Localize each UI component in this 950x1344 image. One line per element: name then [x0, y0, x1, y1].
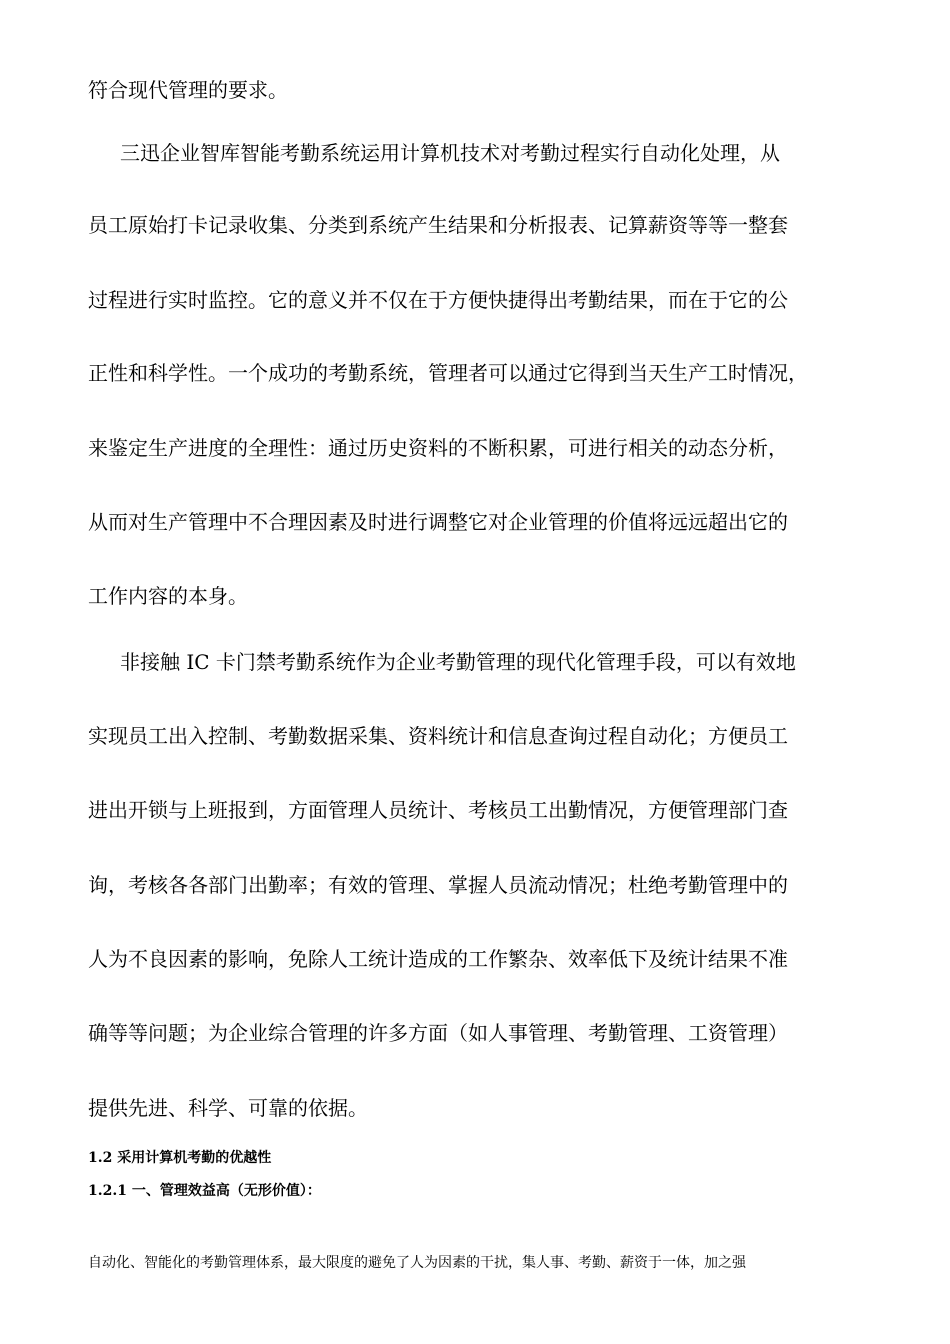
paragraph-line: 从而对生产管理中不合理因素及时进行调整它对企业管理的价值将远远超出它的: [88, 510, 788, 534]
paragraph-line: 正性和科学性。一个成功的考勤系统，管理者可以通过它得到当天生产工时情况，: [88, 361, 808, 385]
paragraph-line: 员工原始打卡记录收集、分类到系统产生结果和分析报表、记算薪资等等一整套: [88, 213, 788, 237]
paragraph-line: 询，考核各各部门出勤率；有效的管理、掌握人员流动情况；杜绝考勤管理中的: [88, 873, 788, 897]
paragraph-line: 来鉴定生产进度的全理性：通过历史资料的不断积累，可进行相关的动态分析，: [88, 436, 788, 460]
section-heading: 1.2 采用计算机考勤的优越性: [88, 1150, 272, 1166]
paragraph-line: 自动化、智能化的考勤管理体系，最大限度的避免了人为因素的干扰，集人事、考勤、薪资于一体，加之强: [88, 1255, 746, 1271]
subsection-heading: 1.2.1 一、管理效益高（无形价值）：: [88, 1183, 321, 1199]
paragraph-line: 人为不良因素的影响，免除人工统计造成的工作繁杂、效率低下及统计结果不准: [88, 947, 788, 971]
paragraph-line: 过程进行实时监控。它的意义并不仅在于方便快捷得出考勤结果，而在于它的公: [88, 288, 788, 312]
paragraph-line: 非接触 IC 卡门禁考勤系统作为企业考勤管理的现代化管理手段，可以有效地: [120, 650, 796, 674]
paragraph-line: 符合现代管理的要求。: [88, 78, 288, 102]
paragraph-line: 三迅企业智库智能考勤系统运用计算机技术对考勤过程实行自动化处理，从: [120, 141, 780, 165]
paragraph-line: 提供先进、科学、可靠的依据。: [88, 1096, 368, 1120]
paragraph-line: 实现员工出入控制、考勤数据采集、资料统计和信息查询过程自动化；方便员工: [88, 724, 788, 748]
paragraph-line: 进出开锁与上班报到，方面管理人员统计、考核员工出勤情况，方便管理部门查: [88, 798, 788, 822]
paragraph-line: 工作内容的本身。: [88, 584, 248, 608]
paragraph-line: 确等等问题；为企业综合管理的许多方面（如人事管理、考勤管理、工资管理）: [88, 1021, 788, 1045]
